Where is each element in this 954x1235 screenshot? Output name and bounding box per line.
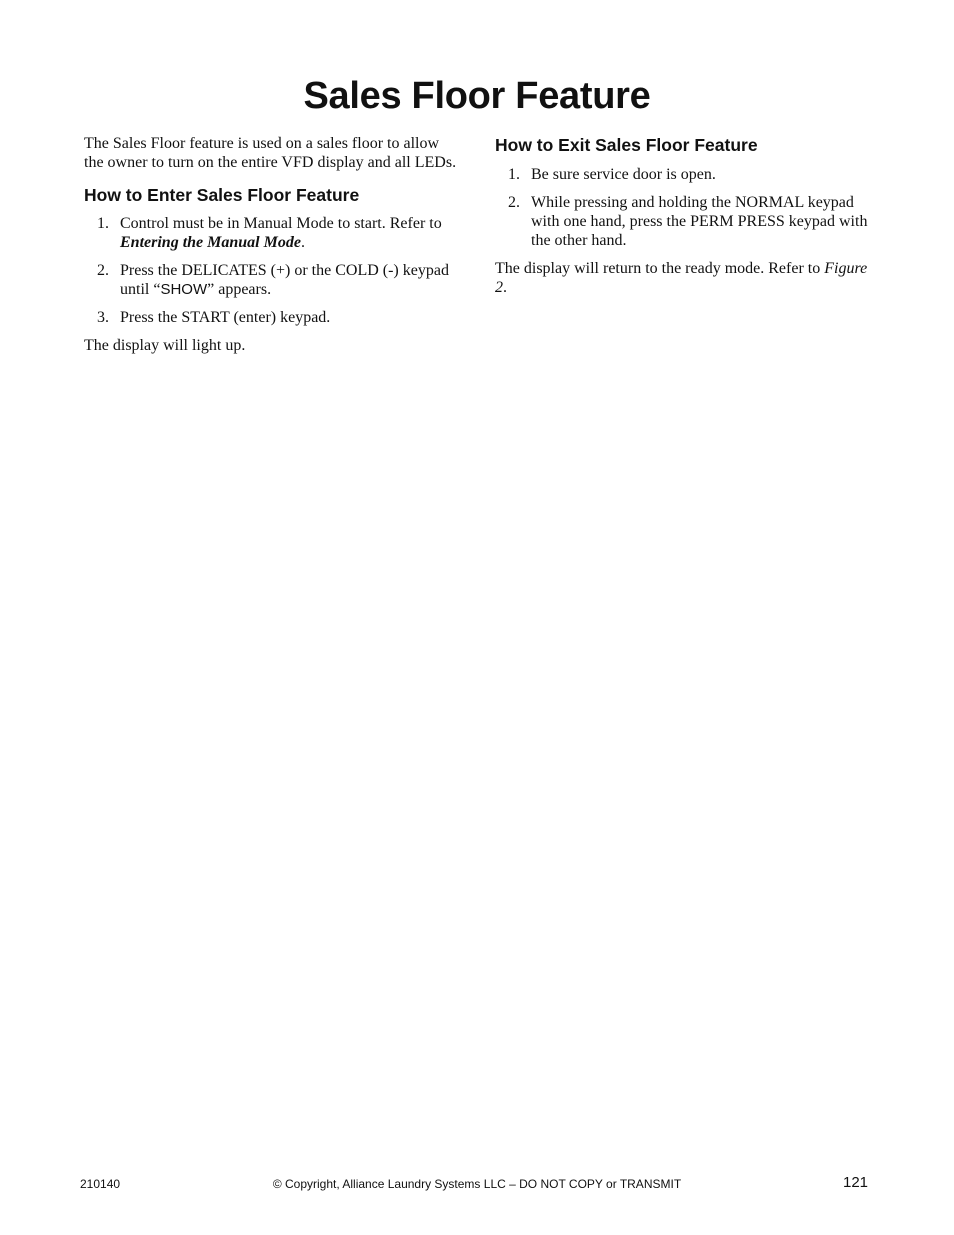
manual-mode-reference: Entering the Manual Mode [120, 234, 301, 251]
step-text: While pressing and holding the NORMAL keypad with one hand, press the PERM PRESS keypad with the other hand. [531, 194, 868, 249]
list-item [84, 214, 460, 252]
step-number: 3. [97, 309, 109, 326]
enter-steps-list [84, 214, 460, 327]
step-text: Control must be in Manual Mode to start. Refer to [120, 215, 442, 232]
left-column [84, 134, 460, 355]
list-item [495, 165, 870, 184]
exit-outro-paragraph [495, 259, 870, 297]
page-title: Sales Floor Feature [303, 75, 651, 117]
right-column [495, 134, 870, 297]
step-number: 2. [508, 194, 520, 211]
list-item [84, 261, 460, 299]
step-text: Press the START (enter) keypad. [120, 309, 331, 326]
document-number: 210140 [80, 1177, 121, 1191]
step-text: Press the DELICATES (+) or the COLD (-) keypad until “ [120, 262, 449, 298]
exit-steps-list [495, 165, 870, 250]
copyright-notice: © Copyright, Alliance Laundry Systems LLC – DO NOT COPY or TRANSMIT [272, 1177, 682, 1191]
step-text: Be sure service door is open. [531, 166, 716, 183]
outro-text-end: . [503, 279, 507, 296]
page-number: 121 [843, 1174, 869, 1191]
exit-section-heading: How to Exit Sales Floor Feature [495, 135, 758, 155]
step-number: 1. [508, 166, 520, 183]
list-item [84, 308, 460, 327]
show-display-code: SHOW [160, 281, 208, 298]
enter-section-heading: How to Enter Sales Floor Feature [84, 185, 360, 205]
step-text-end: ” appears. [207, 281, 272, 298]
outro-paragraph: The display will light up. [84, 337, 246, 354]
intro-paragraph: The Sales Floor feature is used on a sales floor to allow the owner to turn on the entire VFD display and all LEDs. [84, 135, 457, 171]
list-item [495, 193, 870, 250]
step-number: 2. [97, 262, 109, 279]
outro-text: The display will return to the ready mode. Refer to [495, 260, 825, 277]
step-number: 1. [97, 215, 109, 232]
figure-reference: Figure 2 [495, 260, 868, 296]
step-text-end: . [300, 234, 305, 251]
